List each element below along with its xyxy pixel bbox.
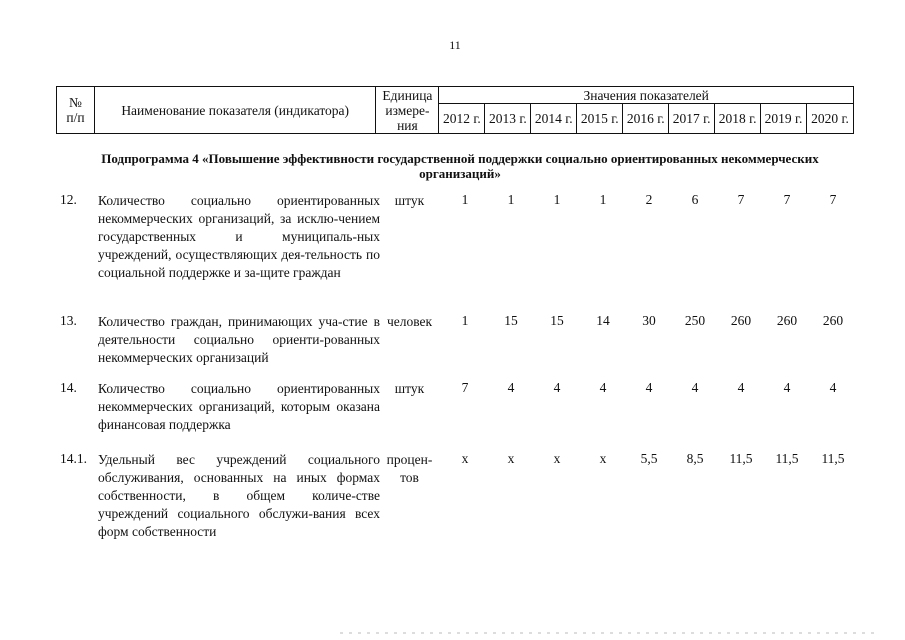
header-num: № п/п — [57, 87, 95, 134]
row-value: 4 — [645, 380, 653, 395]
row-value: 1 — [599, 192, 607, 207]
row-value: 4 — [507, 380, 515, 395]
row-value: 260 — [822, 313, 844, 328]
row-number: 14.1. — [60, 451, 87, 466]
row-value: 15 — [504, 313, 518, 328]
row-unit: процен- тов — [386, 452, 433, 485]
row-value: 4 — [553, 380, 561, 395]
row-number: 13. — [60, 313, 77, 328]
row-value: 1 — [461, 192, 469, 207]
row-unit: штук — [394, 381, 425, 396]
row-number: 14. — [60, 380, 77, 395]
row-value: 14 — [596, 313, 610, 328]
row-value: 6 — [691, 192, 699, 207]
row-value: 4 — [599, 380, 607, 395]
subprogram-title: Подпрограмма 4 «Повышение эффективности государственной поддержки социально ориентированных некоммерческих организаций» — [101, 151, 819, 181]
header-year: 2017 г. — [669, 104, 715, 134]
row-value: 7 — [737, 192, 745, 207]
row-value: 260 — [730, 313, 752, 328]
header-year: 2018 г. — [715, 104, 761, 134]
row-value: 30 — [642, 313, 656, 328]
header-year: 2020 г. — [807, 104, 854, 134]
row-value: 11,5 — [775, 451, 799, 466]
row-unit: человек — [386, 314, 433, 329]
row-value: 5,5 — [640, 451, 658, 466]
row-value: 7 — [461, 380, 469, 395]
row-value: 8,5 — [686, 451, 704, 466]
header-year: 2015 г. — [577, 104, 623, 134]
row-number: 12. — [60, 192, 77, 207]
row-indicator-name: Количество граждан, принимающих уча-стие в деятельности социально ориенти-рованных некоммерческих организаций — [98, 314, 380, 365]
row-value: 1 — [461, 313, 469, 328]
row-indicator-name: Количество социально ориентированных некоммерческих организаций, за исклю-чением государственных и муниципаль-ных учреждений, осуществляющих дея-тельность по социальной поддержке и за-щите граждан — [98, 193, 380, 280]
header-name: Наименование показателя (индикатора) — [94, 87, 376, 134]
row-value: 7 — [829, 192, 837, 207]
row-value: 250 — [684, 313, 706, 328]
page-number: 11 — [449, 38, 461, 52]
row-value: х — [599, 451, 607, 466]
row-value: 4 — [829, 380, 837, 395]
row-value: х — [507, 451, 515, 466]
row-value: 260 — [776, 313, 798, 328]
row-value: 1 — [553, 192, 561, 207]
header-unit: Единица измере- ния — [376, 87, 439, 134]
row-value: 4 — [737, 380, 745, 395]
row-value: 15 — [550, 313, 564, 328]
indicator-table-header — [56, 86, 854, 134]
header-year: 2014 г. — [531, 104, 577, 134]
row-value: 7 — [783, 192, 791, 207]
header-year: 2012 г. — [439, 104, 485, 134]
row-value: 1 — [507, 192, 515, 207]
row-value: х — [553, 451, 561, 466]
row-unit: штук — [394, 193, 425, 208]
row-value: 2 — [645, 192, 653, 207]
row-value: 4 — [691, 380, 699, 395]
header-year: 2013 г. — [485, 104, 531, 134]
row-value: 11,5 — [821, 451, 845, 466]
row-value: 11,5 — [729, 451, 753, 466]
row-value: 4 — [783, 380, 791, 395]
row-value: х — [461, 451, 469, 466]
scan-artifact-line — [340, 632, 880, 634]
header-values: Значения показателей — [439, 87, 854, 104]
header-year: 2019 г. — [761, 104, 807, 134]
header-year: 2016 г. — [623, 104, 669, 134]
row-indicator-name: Удельный вес учреждений социального обслуживания, основанных на иных формах собственности, в общем количе-стве учреждений социального обслужи-вания всех форм собственности — [98, 452, 380, 539]
row-indicator-name: Количество социально ориентированных некоммерческих организаций, которым оказана финансовая поддержка — [98, 381, 380, 432]
